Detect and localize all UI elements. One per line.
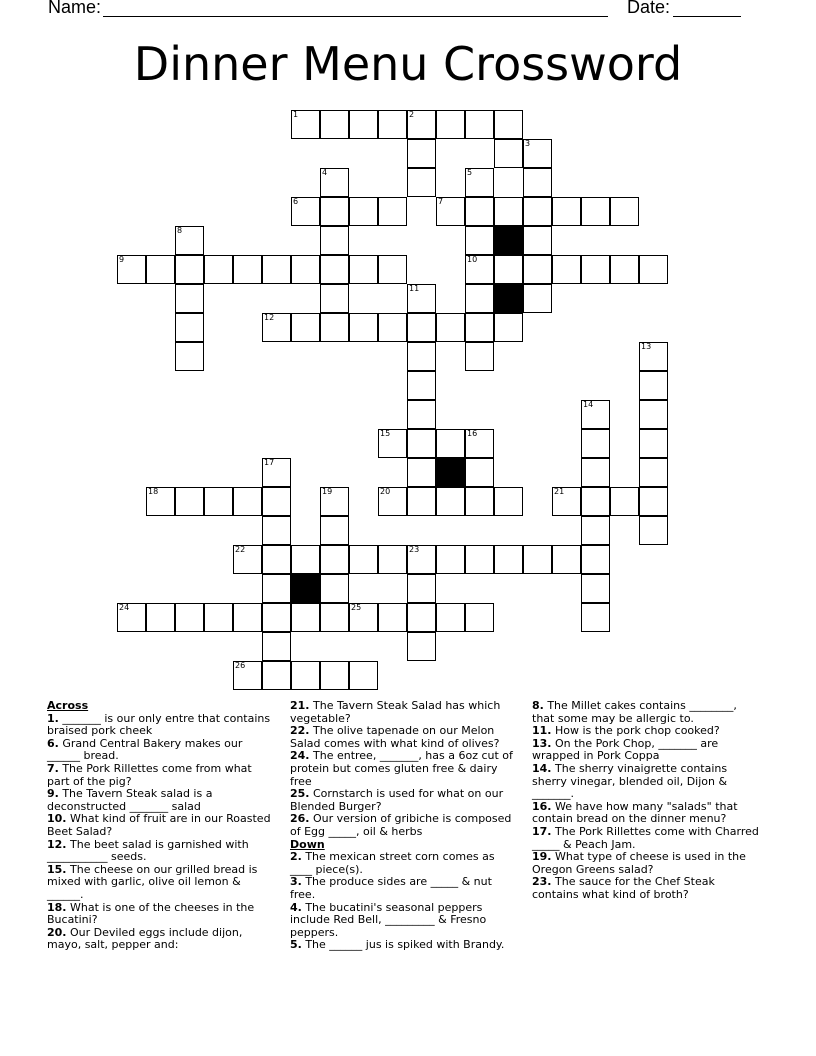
grid-cell[interactable] [146,603,175,632]
grid-cell[interactable] [610,197,639,226]
clue-number-label: 6. [47,736,59,750]
grid-cell[interactable] [436,487,465,516]
grid-cell[interactable] [262,632,291,661]
clue-number-label: 23. [532,875,552,889]
clue-number-label: 24. [290,749,310,763]
grid-cell[interactable] [320,197,349,226]
grid-cell[interactable] [291,313,320,342]
grid-cell[interactable] [320,487,349,516]
clue-number: 3 [525,139,531,148]
clue-item [47,763,275,788]
grid-cell[interactable] [320,168,349,197]
clue-text: What kind of fruit are in our Roasted Beet Salad? [47,812,271,838]
grid-cell[interactable] [581,487,610,516]
grid-cell[interactable] [262,661,291,690]
grid-cell[interactable] [465,255,494,284]
grid-cell[interactable] [349,545,378,574]
grid-cell[interactable] [436,545,465,574]
grid-cell[interactable] [262,313,291,342]
clue-number: 21 [554,487,565,496]
grid-cell[interactable] [494,487,523,516]
clue-number-label: 9. [47,787,59,801]
clue-number-label: 3. [290,875,302,889]
clue-text: Grand Central Bakery makes our ______ bread. [47,736,243,763]
clue-text: The Pork Rillettes come with Charred _____ & Peach Jam. [532,824,759,851]
grid-cell[interactable] [581,516,610,545]
clue-item [532,700,760,725]
grid-cell[interactable] [117,255,146,284]
grid-cell[interactable] [320,284,349,313]
grid-cell[interactable] [407,400,436,429]
clue-column-3 [532,700,760,902]
grid-cell[interactable] [581,400,610,429]
date-blank-line[interactable] [673,16,741,17]
grid-cell[interactable] [320,255,349,284]
clue-number: 23 [409,545,420,554]
clue-number-label: 13. [532,736,552,750]
grid-cell[interactable] [523,197,552,226]
grid-cell[interactable] [204,487,233,516]
clue-number: 10 [467,255,478,264]
grid-cell[interactable] [320,110,349,139]
grid-cell[interactable] [349,197,378,226]
clue-number: 14 [583,400,594,409]
clue-number: 4 [322,168,328,177]
grid-cell[interactable] [639,487,668,516]
grid-cell[interactable] [407,139,436,168]
grid-cell[interactable] [436,603,465,632]
clue-number-label: 4. [290,900,302,914]
page-title: Dinner Menu Crossword [133,37,683,91]
grid-cell[interactable] [349,110,378,139]
clue-number: 19 [322,487,333,496]
grid-cell[interactable] [436,110,465,139]
clue-item [532,801,760,826]
grid-cell[interactable] [610,255,639,284]
clue-text: How is the pork chop cooked? [551,724,720,738]
grid-cell[interactable] [407,487,436,516]
grid-cell[interactable] [204,255,233,284]
grid-cell[interactable] [233,545,262,574]
grid-cell[interactable] [465,197,494,226]
clue-number-label: 26. [290,812,310,826]
grid-cell[interactable] [494,313,523,342]
clue-number: 17 [264,458,275,467]
clue-number-label: 18. [47,900,67,914]
grid-cell[interactable] [465,284,494,313]
grid-cell[interactable] [117,603,146,632]
clue-item [47,788,275,813]
grid-cell[interactable] [407,168,436,197]
grid-cell[interactable] [146,255,175,284]
grid-cell[interactable] [639,371,668,400]
clue-number: 8 [177,226,183,235]
clue-text: The Millet cakes contains ________, that some may be allergic to. [532,699,737,725]
name-label: Name: [48,0,102,17]
clue-number-label: 14. [532,761,552,775]
grid-cell[interactable] [262,487,291,516]
clue-text: The sauce for the Chef Steak contains what kind of broth? [532,875,715,901]
grid-cell[interactable] [465,110,494,139]
clue-text: On the Pork Chop, _______ are wrapped in Pork Coppa [532,736,719,763]
grid-cell[interactable] [291,603,320,632]
clue-number: 24 [119,603,130,612]
grid-cell[interactable] [581,545,610,574]
grid-cell[interactable] [407,574,436,603]
clue-number-label: 12. [47,837,67,851]
grid-cell[interactable] [378,255,407,284]
grid-cell[interactable] [581,429,610,458]
clue-text: The Tavern Steak salad is a deconstructed _______ salad [47,787,213,813]
clue-number-label: 5. [290,938,302,952]
grid-cell[interactable] [175,342,204,371]
grid-cell[interactable] [552,197,581,226]
grid-cell[interactable] [349,255,378,284]
grid-cell[interactable] [639,400,668,429]
grid-cell[interactable] [465,342,494,371]
grid-cell[interactable] [523,168,552,197]
grid-cell[interactable] [639,429,668,458]
grid-cell[interactable] [262,516,291,545]
grid-cell[interactable] [146,487,175,516]
grid-cell[interactable] [233,487,262,516]
grid-cell[interactable] [378,110,407,139]
clue-number-label: 15. [47,862,67,876]
clue-number-label: 7. [47,761,59,775]
clue-number-label: 19. [532,850,552,864]
grid-cell[interactable] [291,255,320,284]
grid-cell[interactable] [262,603,291,632]
grid-cell[interactable] [523,545,552,574]
grid-cell[interactable] [175,603,204,632]
clue-number: 15 [380,429,391,438]
grid-cell[interactable] [552,487,581,516]
clue-text: The beet salad is garnished with ___________ seeds. [47,837,249,864]
grid-cell[interactable] [291,661,320,690]
clue-number-label: 16. [532,799,552,813]
clue-number-label: 25. [290,787,310,801]
grid-cell[interactable] [175,487,204,516]
grid-cell[interactable] [494,545,523,574]
clue-number: 12 [264,313,275,322]
clue-text: _______ is our only entre that contains braised pork cheek [47,711,271,738]
grid-cell[interactable] [262,458,291,487]
clue-item [290,876,518,901]
clue-number-label: 20. [47,925,67,939]
clue-text: The produce sides are _____ & nut free. [290,875,492,901]
clue-item [47,713,275,738]
clue-section-heading: Across [47,699,89,712]
clue-text: We have how many "salads" that contain bread on the dinner menu? [532,799,738,826]
grid-cell[interactable] [291,197,320,226]
grid-cell[interactable] [320,661,349,690]
clue-text: Cornstarch is used for what on our Blended Burger? [290,787,504,813]
grid-cell[interactable] [523,255,552,284]
clue-text: The ______ jus is spiked with Brandy. [301,938,505,952]
grid-cell[interactable] [523,139,552,168]
clue-number: 5 [467,168,473,177]
clue-item [47,813,275,838]
clue-number-label: 11. [532,724,552,738]
clue-item [532,876,760,901]
grid-cell[interactable] [465,226,494,255]
grid-cell[interactable] [407,545,436,574]
grid-cell[interactable] [175,313,204,342]
grid-cell[interactable] [465,313,494,342]
date-label: Date: [627,0,671,17]
clue-number-label: 1. [47,711,59,725]
clue-item [532,826,760,851]
clue-number: 22 [235,545,246,554]
grid-cell[interactable] [291,545,320,574]
clue-number: 20 [380,487,391,496]
grid-cell[interactable] [320,226,349,255]
grid-cell[interactable] [581,197,610,226]
clue-number-label: 2. [290,850,302,864]
grid-cell[interactable] [378,429,407,458]
clue-text: The olive tapenade on our Melon Salad comes with what kind of olives? [290,724,500,750]
clue-number: 2 [409,110,415,119]
clue-number: 9 [119,255,125,264]
grid-cell[interactable] [349,661,378,690]
clue-item [47,839,275,864]
clue-number: 1 [293,110,299,119]
grid-cell[interactable] [465,487,494,516]
grid-cell[interactable] [465,458,494,487]
grid-cell[interactable] [407,458,436,487]
clue-text: Our Deviled eggs include dijon, mayo, salt, pepper and: [47,925,243,952]
grid-cell[interactable] [523,284,552,313]
clue-number: 7 [438,197,444,206]
grid-cell[interactable] [494,110,523,139]
grid-cell[interactable] [407,632,436,661]
grid-cell[interactable] [407,429,436,458]
grid-cell[interactable] [320,516,349,545]
grid-cell[interactable] [407,371,436,400]
grid-cell[interactable] [320,545,349,574]
grid-cell[interactable] [639,255,668,284]
clue-item [290,725,518,750]
clue-text: The cheese on our grilled bread is mixed with garlic, olive oil lemon & ______. [47,862,258,901]
clue-number: 26 [235,661,246,670]
grid-cell[interactable] [233,255,262,284]
grid-cell[interactable] [639,516,668,545]
clue-text: What type of cheese is used in the Oregon Greens salad? [532,850,746,876]
clue-number: 11 [409,284,420,293]
grid-cell[interactable] [465,168,494,197]
grid-cell[interactable] [639,458,668,487]
grid-cell[interactable] [262,255,291,284]
clue-number-label: 17. [532,824,552,838]
clue-item [532,851,760,876]
grid-cell[interactable] [349,313,378,342]
grid-cell[interactable] [320,574,349,603]
black-square [494,284,523,313]
grid-cell[interactable] [233,661,262,690]
black-square [494,226,523,255]
grid-cell[interactable] [552,545,581,574]
grid-cell[interactable] [407,313,436,342]
clue-number-label: 10. [47,812,67,826]
clue-text: The Tavern Steak Salad has which vegetable? [290,699,501,725]
grid-cell[interactable] [581,255,610,284]
black-square [436,458,465,487]
clue-text: Our version of gribiche is composed of Egg _____, oil & herbs [290,812,512,838]
grid-cell[interactable] [175,255,204,284]
grid-cell[interactable] [465,603,494,632]
grid-cell[interactable] [407,284,436,313]
grid-cell[interactable] [407,342,436,371]
grid-cell[interactable] [204,603,233,632]
grid-cell[interactable] [581,574,610,603]
clue-item [532,763,760,801]
clue-item [290,851,518,876]
grid-cell[interactable] [581,458,610,487]
grid-cell[interactable] [639,342,668,371]
grid-cell[interactable] [494,255,523,284]
grid-cell[interactable] [436,429,465,458]
clue-item [47,738,275,763]
grid-cell[interactable] [378,487,407,516]
grid-cell[interactable] [494,139,523,168]
grid-cell[interactable] [378,197,407,226]
clue-number: 13 [641,342,652,351]
grid-cell[interactable] [378,603,407,632]
grid-cell[interactable] [320,313,349,342]
clue-section-heading: Down [290,837,325,851]
grid-cell[interactable] [378,313,407,342]
clue-number-label: 8. [532,699,544,712]
clue-number-label: 21. [290,699,310,712]
clue-text: The bucatini's seasonal peppers include Red Bell, _________ & Fresno peppers. [290,900,487,939]
clue-number: 16 [467,429,478,438]
header [0,0,816,24]
clue-column-2 [290,700,518,952]
clue-text: The sherry vinaigrette contains sherry vinegar, blended oil, Dijon & _______. [532,761,728,801]
grid-cell[interactable] [407,603,436,632]
grid-cell[interactable] [349,603,378,632]
clue-column-1 [47,700,275,952]
black-square [291,574,320,603]
clue-number: 25 [351,603,362,612]
clue-item [47,927,275,952]
clue-item [290,939,518,952]
clue-number: 6 [293,197,299,206]
grid-cell[interactable] [262,545,291,574]
grid-cell[interactable] [465,429,494,458]
grid-cell[interactable] [494,197,523,226]
grid-cell[interactable] [436,197,465,226]
clue-item [290,700,518,725]
name-blank-line[interactable] [103,16,608,17]
clue-item [290,750,518,788]
grid-cell[interactable] [552,255,581,284]
clue-item [290,788,518,813]
grid-cell[interactable] [233,603,262,632]
clue-text: What is one of the cheeses in the Bucatini? [47,900,255,927]
grid-cell[interactable] [407,110,436,139]
grid-cell[interactable] [175,284,204,313]
clue-item [532,738,760,763]
clue-number-label: 22. [290,724,310,738]
grid-cell[interactable] [581,603,610,632]
clue-item [290,813,518,838]
clue-item [47,902,275,927]
clue-text: The Pork Rillettes come from what part of the pig? [47,761,252,788]
clue-item [47,864,275,902]
clue-text: The entree, _______, has a 6oz cut of protein but comes gluten free & dairy free [290,749,513,788]
grid-cell[interactable] [610,487,639,516]
clue-item [290,902,518,940]
grid-cell[interactable] [320,603,349,632]
grid-cell[interactable] [262,574,291,603]
grid-cell[interactable] [523,226,552,255]
grid-cell[interactable] [436,313,465,342]
grid-cell[interactable] [291,110,320,139]
grid-cell[interactable] [175,226,204,255]
clue-number: 18 [148,487,159,496]
clue-text: The mexican street corn comes as ____ piece(s). [290,850,495,876]
grid-cell[interactable] [465,545,494,574]
grid-cell[interactable] [378,545,407,574]
